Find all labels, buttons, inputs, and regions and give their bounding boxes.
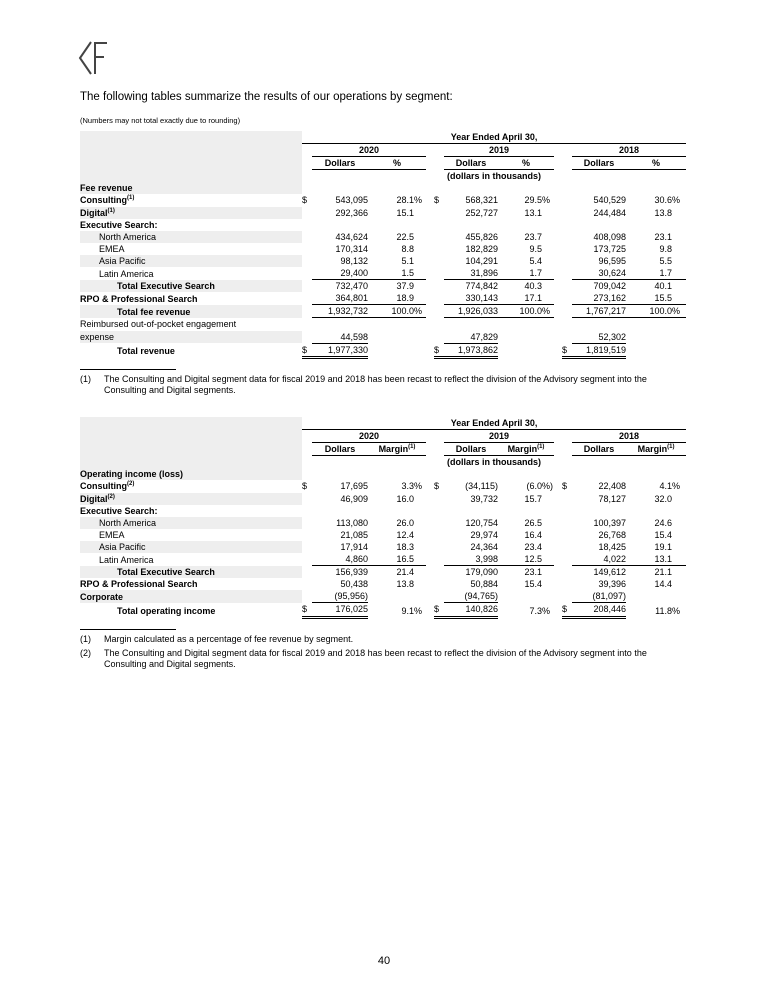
percent-value: 1.5 [368,267,414,280]
dollar-value: 292,366 [335,207,368,218]
year-header: 2020 [312,430,426,443]
percent-value: 100.0 [368,305,414,318]
pct-col-header: Margin$^{(1)}$ [368,443,426,456]
dollar-value [312,468,368,480]
dollar-value: 709,042 [593,281,626,292]
currency-symbol: $ [434,481,440,492]
pct-col-header: % [626,157,686,170]
percent-value: 15.5 [626,292,672,305]
dollar-value: 140,826 [444,603,498,617]
dollar-value: 176,025 [312,603,368,617]
percent-value [498,219,542,231]
dollar-value: 4,860 [312,553,368,566]
row-label: Fee revenue [80,182,302,194]
dollar-value: 29,400 [312,267,368,280]
percent-value: 9.5 [529,243,542,254]
row-label: expense [80,331,302,344]
dollar-value: 1,767,217 [572,305,626,318]
table-row [80,267,686,280]
percent-value: 32.0 [654,493,672,504]
table-row [80,243,686,255]
percent-value: 12.4 [396,529,414,540]
percent-value [626,468,672,480]
row-label: Total Executive Search [80,566,302,579]
dollar-value: 408,098 [593,231,626,242]
percent-value [626,219,672,231]
percent-value: 23.1 [524,567,542,578]
table-row [80,343,686,357]
table-row [80,305,686,318]
table-row [80,505,686,517]
percent-value: 28.1 [396,195,414,206]
currency-symbol: $ [434,195,440,206]
percent-value: 21.1 [654,567,672,578]
percent-sign: %) [542,481,553,492]
dollar-value: 17,914 [340,541,368,552]
rounding-note: (Numbers may not total exactly due to rounding) [80,116,241,125]
percent-value [498,343,542,357]
table-row [80,493,686,505]
dollar-value [444,318,498,331]
row-label: Executive Search: [80,219,158,230]
row-label: Executive Search: [80,505,158,516]
dollar-value [312,219,368,231]
percent-value [368,343,414,357]
units-label: (dollars in thousands) [447,171,542,182]
dollar-value: 21,085 [340,529,368,540]
dollar-value: 173,725 [593,243,626,254]
percent-value: 11.8 [655,605,672,616]
row-label: North America [80,231,302,243]
percent-sign: % [414,306,423,317]
percent-value [498,182,542,194]
percent-value [626,182,672,194]
percent-value [368,182,414,194]
dollar-value: 113,080 [336,517,368,528]
company-logo-icon [78,40,108,76]
pct-col-header: Margin$^{(1)}$ [626,443,686,456]
percent-value: 24.6 [654,517,672,528]
footnote-rule [80,369,176,370]
percent-value [626,331,672,344]
year-header: 2019 [444,144,554,157]
percent-value: 40.3 [524,281,542,292]
row-label: Digital$^{(2)}$ [80,493,302,505]
dollar-value: 39,732 [470,493,498,504]
dollar-value: (81,097) [572,590,626,603]
percent-value: 15.7 [524,493,542,504]
percent-value: 13.1 [524,207,542,218]
table-row [80,480,686,492]
percent-value: 1.7 [498,267,542,280]
dollar-value: 149,612 [593,567,626,578]
dollar-value: (34,115) [465,481,498,492]
percent-value: 40.1 [654,281,672,292]
intro-text: The following tables summarize the results of our operations by segment: [80,91,453,103]
table-row [80,331,686,344]
dollar-value [444,468,498,480]
percent-value: 23.1 [654,231,672,242]
percent-value: 1.7 [626,267,672,280]
table-row [80,219,686,231]
table-row [80,255,686,267]
row-label: Total operating income [117,605,216,616]
dollar-value: 208,446 [572,603,626,617]
dollar-value [572,318,626,331]
row-label: RPO & Professional Search [80,579,198,590]
year-header: 2018 [572,144,686,157]
footnote: (1) Margin calculated as a percentage of fee revenue by segment. [80,634,354,644]
year-header: 2019 [444,430,554,443]
percent-value [626,343,672,357]
dollar-value: 44,598 [312,331,368,344]
percent-value [368,219,414,231]
row-label: Corporate [80,590,302,603]
dollars-col-header: Dollars [572,443,626,456]
percent-value: 13.1 [626,553,672,566]
percent-sign: % [414,481,423,492]
percent-value [368,505,414,517]
percent-value [498,318,542,331]
dollar-value [444,219,498,231]
currency-symbol: $ [302,481,308,492]
page-number: 40 [377,955,391,967]
dollar-value: 50,884 [470,579,498,590]
table-row [80,590,686,603]
dollar-value: 1,819,519 [572,343,626,357]
percent-value: 18.3 [396,541,414,552]
dollar-value [572,182,626,194]
table-row [80,318,686,331]
row-label: Asia Pacific [80,255,302,267]
percent-sign: % [672,306,681,317]
dollar-value: 364,801 [312,292,368,305]
table-row [80,194,686,206]
row-label: EMEA [99,243,125,254]
dollar-value [312,182,368,194]
currency-symbol: $ [562,604,568,615]
table-row [80,553,686,566]
percent-sign: % [542,306,551,317]
dollar-value: 24,364 [470,541,498,552]
percent-value: 21.4 [396,567,414,578]
dollars-col-header: Dollars [572,157,626,170]
dollar-value: 1,926,033 [444,305,498,318]
percent-value: (6.0 [526,481,542,492]
pct-col-header: Margin$^{(1)}$ [498,443,554,456]
currency-symbol: $ [434,604,440,615]
dollar-value: 50,438 [340,579,368,590]
percent-value: 13.8 [396,579,414,590]
table-row [80,603,686,617]
dollar-value [572,468,626,480]
percent-value: 19.1 [654,541,672,552]
percent-value: 26.0 [396,517,414,528]
dollar-value: 156,939 [335,567,368,578]
percent-sign: % [672,481,681,492]
dollar-value: 732,470 [335,281,368,292]
percent-value: 7.3 [529,605,542,616]
dollar-value: 774,842 [465,281,498,292]
row-label: EMEA [99,529,125,540]
dollar-value: 1,932,732 [312,305,368,318]
percent-value: 13.8 [654,207,672,218]
percent-value: 26.5 [524,517,542,528]
dollar-value: 568,321 [465,195,498,206]
table-row [80,182,686,194]
dollar-value [444,505,498,517]
percent-value [368,331,414,344]
percent-sign: % [414,605,423,616]
dollar-value: 244,484 [593,207,626,218]
table-row [80,280,686,293]
percent-value: 100.0 [498,305,542,318]
dollar-value: 182,829 [465,243,498,254]
table-row [80,231,686,243]
pct-col-header: % [368,157,426,170]
percent-value: 15.1 [396,207,414,218]
row-label: RPO & Professional Search [80,293,198,304]
row-label: North America [80,517,302,529]
dollar-value: 39,396 [598,579,626,590]
dollar-value: 1,973,862 [444,343,498,357]
pct-col-header: % [498,157,554,170]
dollar-value: 3,998 [444,553,498,566]
currency-symbol: $ [434,344,440,355]
percent-value [368,318,414,331]
dollar-value: (95,956) [312,590,368,603]
percent-value: 4.1 [659,481,672,492]
percent-value: 14.4 [654,579,672,590]
table-row [80,468,686,480]
percent-value: 12.5 [498,553,542,566]
percent-value [626,505,672,517]
footnote: (1) The Consulting and Digital segment data for fiscal 2019 and 2018 has been recast to reflect the division of the Advisory segment into the Consulting and Digital segments. [80,374,647,395]
row-label: Digital$^{(1)}$ [80,207,302,219]
percent-sign: % [672,605,681,616]
percent-value [368,590,414,603]
dollar-value: 179,090 [465,567,498,578]
dollar-value: 46,909 [340,493,368,504]
percent-value: 5.1 [401,255,414,266]
table-row [80,566,686,579]
dollar-value: 26,768 [598,529,626,540]
percent-value [498,468,542,480]
period-header: Year Ended April 30, [302,131,686,144]
currency-symbol: $ [562,481,568,492]
percent-value [498,505,542,517]
currency-symbol: $ [562,344,568,355]
dollar-value: 18,425 [598,541,626,552]
percent-value: 23.7 [524,231,542,242]
row-label: Consulting$^{(2)}$ [80,481,135,492]
dollar-value: 252,727 [465,207,498,218]
dollar-value: 17,695 [340,481,368,492]
dollar-value [312,318,368,331]
dollar-value [572,505,626,517]
percent-sign: % [542,195,551,206]
percent-value: 8.8 [401,243,414,254]
percent-value: 23.4 [524,541,542,552]
percent-sign: % [672,195,681,206]
dollar-value: 96,595 [598,255,626,266]
dollar-value: 540,529 [593,195,626,206]
dollar-value: 4,022 [572,553,626,566]
percent-value: 9.1 [401,605,414,616]
percent-value [498,590,542,603]
dollar-value: 455,826 [465,231,498,242]
percent-value: 22.5 [396,231,414,242]
dollar-value: 100,397 [593,517,626,528]
percent-value: 18.9 [368,292,414,305]
percent-value: 16.0 [396,493,414,504]
row-label: Asia Pacific [80,541,302,553]
dollar-value: 104,291 [465,255,498,266]
currency-symbol: $ [302,604,308,615]
year-header: 2018 [572,430,686,443]
dollars-col-header: Dollars [312,157,368,170]
percent-value: 37.9 [396,281,414,292]
dollar-value: 47,829 [444,331,498,344]
dollars-col-header: Dollars [312,443,368,456]
row-label: Total fee revenue [80,305,302,318]
dollar-value: (94,765) [444,590,498,603]
row-label: Consulting$^{(1)}$ [80,195,135,206]
row-label: Total Executive Search [80,280,302,293]
dollar-value: 1,977,330 [312,343,368,357]
row-label: Operating income (loss) [80,468,302,480]
percent-value: 3.3 [401,481,414,492]
dollar-value: 78,127 [598,493,626,504]
dollar-value: 120,754 [465,517,498,528]
dollar-value: 434,624 [335,231,368,242]
dollar-value: 330,143 [444,292,498,305]
dollar-value [312,505,368,517]
percent-value: 15.4 [654,529,672,540]
percent-value [498,331,542,344]
table-row [80,207,686,219]
dollars-col-header: Dollars [444,157,498,170]
percent-value: 9.8 [659,243,672,254]
row-label: Reimbursed out-of-pocket engagement [80,319,237,330]
table-row [80,517,686,529]
row-label: Latin America [99,554,154,565]
operating-income-by-segment-table [80,417,686,619]
footnote-rule [80,629,176,630]
dollar-value: 170,314 [335,243,368,254]
percent-value [368,468,414,480]
dollar-value [572,219,626,231]
percent-value: 29.5 [524,195,542,206]
dollar-value: 543,095 [335,195,368,206]
percent-value: 100.0 [626,305,672,318]
percent-value: 5.4 [529,255,542,266]
dollar-value: 30,624 [572,267,626,280]
percent-value: 17.1 [498,292,542,305]
dollar-value [444,182,498,194]
table-row [80,292,686,305]
dollar-value: 273,162 [572,292,626,305]
percent-value: 16.5 [368,553,414,566]
revenue-by-segment-table [80,131,686,359]
percent-sign: % [542,605,551,616]
dollar-value: 31,896 [444,267,498,280]
dollar-value: 22,408 [598,481,626,492]
dollar-value: 52,302 [572,331,626,344]
percent-value: 16.4 [524,529,542,540]
dollar-value: 29,974 [470,529,498,540]
period-header: Year Ended April 30, [302,417,686,430]
year-header: 2020 [312,144,426,157]
row-label: Total revenue [117,346,175,357]
currency-symbol: $ [302,344,308,355]
percent-value: 15.4 [524,579,542,590]
table-row [80,529,686,541]
percent-value: 30.6 [654,195,672,206]
row-label: Latin America [99,268,154,279]
percent-sign: % [414,195,423,206]
footnote: (2) The Consulting and Digital segment data for fiscal 2019 and 2018 has been recast to reflect the division of the Advisory segment into the Consulting and Digital segments. [80,648,647,669]
units-label: (dollars in thousands) [447,457,542,468]
currency-symbol: $ [302,195,308,206]
table-row [80,541,686,553]
dollars-col-header: Dollars [444,443,498,456]
dollar-value: 98,132 [340,255,368,266]
percent-value [626,590,672,603]
percent-value: 5.5 [659,255,672,266]
percent-value [626,318,672,331]
table-row [80,578,686,590]
